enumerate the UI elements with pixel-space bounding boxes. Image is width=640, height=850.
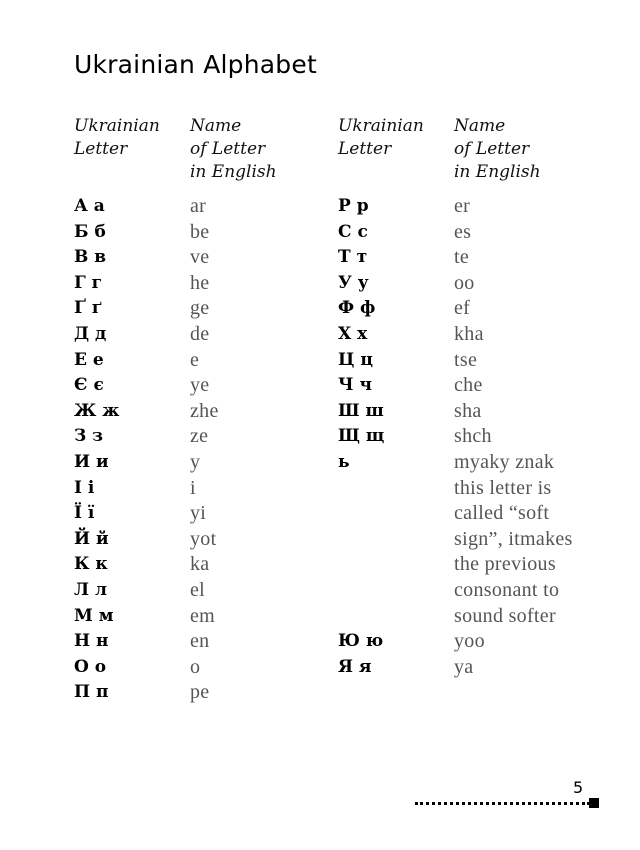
name-cell: consonant to [454,578,560,601]
header-line: Ukrainian [74,116,160,136]
letter-cell: К к [74,554,108,575]
right-name-column [454,194,573,680]
letter-cell: Д д [74,323,107,344]
right-name-header [454,115,541,184]
name-cell: e [190,348,200,371]
name-cell: sound softer [454,604,556,627]
name-cell: pe [190,681,210,704]
letter-cell: Й й [74,528,109,549]
name-cell: oo [454,271,475,294]
header-line: in English [454,162,541,182]
name-cell: ve [190,246,210,269]
header-line: Letter [338,139,392,159]
letter-cell [338,578,384,604]
letter-cell: Б б [74,221,106,242]
left-letter-header [74,115,160,161]
name-cell: che [454,374,483,397]
letter-cell: Г г [74,272,103,293]
name-cell: be [190,220,210,243]
name-cell: yi [190,502,207,525]
page-number: 5 [573,778,584,797]
name-cell: ze [190,425,209,448]
name-cell: the previous [454,553,556,576]
name-cell: yoo [454,630,485,653]
name-cell: ar [190,195,207,217]
letter-cell [338,527,384,553]
letter-cell [338,552,384,578]
header-line: Name [190,116,242,136]
letter-cell: Я я [338,656,372,677]
name-cell: shch [454,425,492,448]
name-cell: em [190,604,216,627]
right-letter-column [338,194,384,680]
letter-cell: Е е [74,349,104,370]
page-title: Ukrainian Alphabet [74,50,317,79]
letter-cell: Ш ш [338,400,384,421]
letter-cell [338,501,384,527]
header-line: in English [190,162,277,182]
name-cell: ge [190,297,210,320]
letter-cell: М м [74,605,114,626]
name-cell: zhe [190,399,219,422]
header-line: of Letter [454,139,530,159]
letter-cell: Ґ ґ [74,298,103,319]
name-cell: y [190,450,201,473]
letter-cell: Ф ф [338,298,376,319]
name-cell: de [190,322,210,345]
letter-cell: З з [74,426,104,447]
name-cell: es [454,220,472,243]
letter-cell: О о [74,656,107,677]
name-cell: o [190,655,201,678]
name-cell: sha [454,399,482,422]
name-cell: i [190,476,196,499]
name-cell: ka [190,553,210,576]
name-cell: myaky znak [454,450,555,473]
letter-cell: Х х [338,323,368,344]
footer-dotted-rule [415,802,590,805]
name-cell: te [454,246,470,269]
right-letter-header [338,115,424,161]
left-name-column [190,194,219,706]
name-cell: er [454,195,471,217]
header-line: Ukrainian [338,116,424,136]
letter-cell: І і [74,477,95,498]
letter-cell: Ж ж [74,400,120,421]
name-cell: sign”, itmakes [454,527,573,550]
header-line: of Letter [190,139,266,159]
letter-cell: Ї ї [74,503,95,524]
letter-cell: Н н [74,631,109,652]
name-cell: this letter is [454,476,552,499]
letter-cell: Ю ю [338,631,384,652]
name-cell: el [190,578,206,601]
letter-cell: Т т [338,247,368,268]
letter-cell: А а [74,196,105,216]
letter-cell: С с [338,221,368,242]
name-cell: ef [454,297,471,320]
name-cell: ya [454,655,474,678]
letter-cell: Ч ч [338,375,372,396]
letter-cell: П п [74,682,109,703]
letter-cell [338,476,384,502]
name-cell: yot [190,527,217,550]
letter-cell: Л л [74,579,107,600]
name-cell: called “soft [454,502,550,525]
letter-cell: Р р [338,196,369,216]
letter-cell [338,604,384,630]
header-line: Letter [74,139,128,159]
name-cell: kha [454,322,484,345]
letter-cell: Є є [74,375,104,396]
name-cell: he [190,271,210,294]
name-cell: tse [454,348,478,371]
letter-cell: В в [74,247,107,268]
letter-cell: ь [338,451,350,472]
left-name-header [190,115,277,184]
letter-cell: Ц ц [338,349,373,370]
footer-square-marker [589,798,599,808]
letter-cell: У у [338,272,369,293]
name-cell: en [190,630,210,653]
left-letter-column [74,194,119,706]
letter-cell: Щ щ [338,426,385,447]
letter-cell: И и [74,451,109,472]
header-line: Name [454,116,506,136]
name-cell: ye [190,374,210,397]
